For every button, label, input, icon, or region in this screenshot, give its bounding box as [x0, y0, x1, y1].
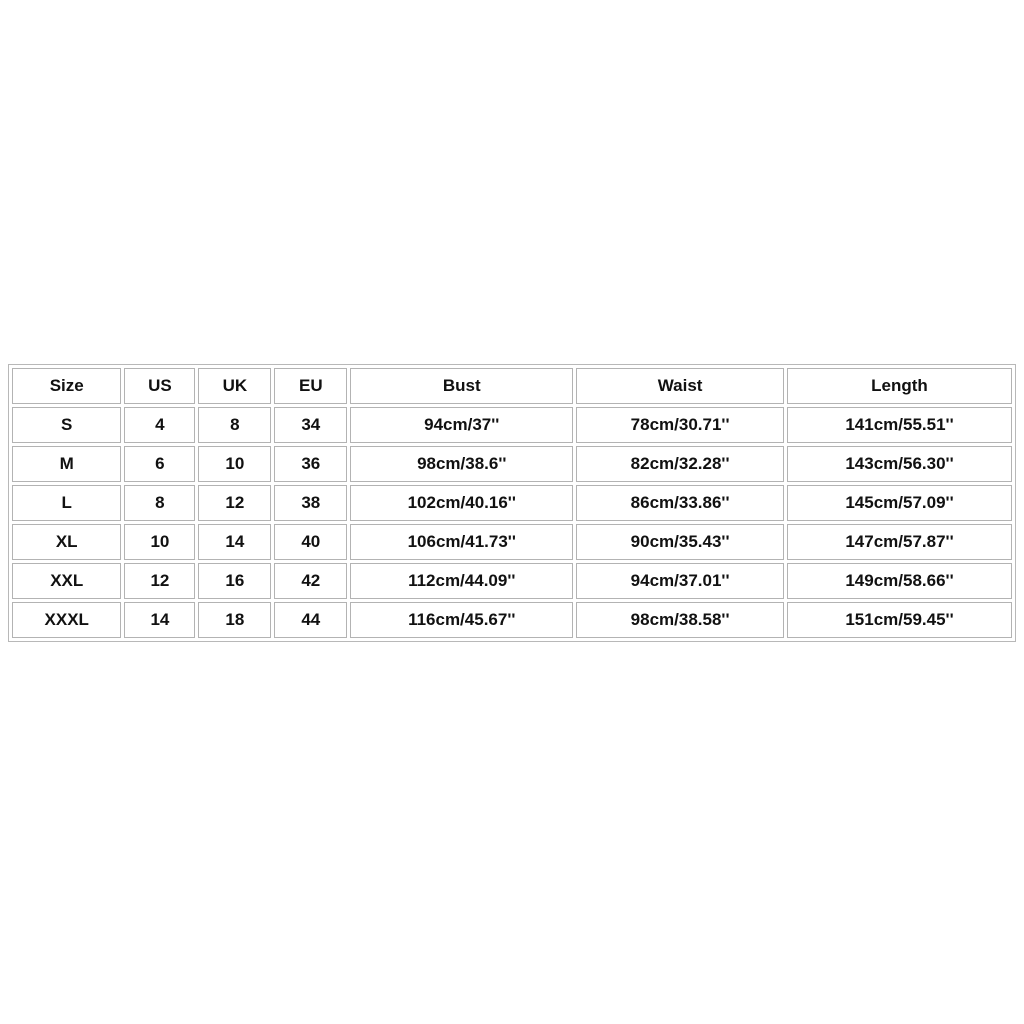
cell-length: 149cm/58.66''	[787, 563, 1012, 599]
cell-length: 151cm/59.45''	[787, 602, 1012, 638]
cell-length: 143cm/56.30''	[787, 446, 1012, 482]
header-eu: EU	[274, 368, 347, 404]
cell-uk: 14	[198, 524, 271, 560]
cell-size: S	[12, 407, 121, 443]
cell-uk: 12	[198, 485, 271, 521]
table-row	[12, 485, 1012, 521]
cell-waist: 82cm/32.28''	[576, 446, 784, 482]
cell-waist: 98cm/38.58''	[576, 602, 784, 638]
cell-us: 8	[124, 485, 195, 521]
header-uk: UK	[198, 368, 271, 404]
cell-uk: 16	[198, 563, 271, 599]
header-us: US	[124, 368, 195, 404]
cell-us: 14	[124, 602, 195, 638]
cell-uk: 10	[198, 446, 271, 482]
cell-bust: 116cm/45.67''	[350, 602, 573, 638]
cell-bust: 102cm/40.16''	[350, 485, 573, 521]
cell-waist: 90cm/35.43''	[576, 524, 784, 560]
header-size: Size	[12, 368, 121, 404]
cell-eu: 34	[274, 407, 347, 443]
cell-bust: 98cm/38.6''	[350, 446, 573, 482]
size-chart-table	[8, 364, 1016, 642]
table-row	[12, 446, 1012, 482]
header-length: Length	[787, 368, 1012, 404]
table-row	[12, 563, 1012, 599]
cell-waist: 78cm/30.71''	[576, 407, 784, 443]
cell-eu: 44	[274, 602, 347, 638]
cell-waist: 86cm/33.86''	[576, 485, 784, 521]
cell-size: L	[12, 485, 121, 521]
cell-eu: 36	[274, 446, 347, 482]
table-row	[12, 524, 1012, 560]
table-row	[12, 602, 1012, 638]
cell-eu: 38	[274, 485, 347, 521]
cell-size: XXXL	[12, 602, 121, 638]
cell-bust: 94cm/37''	[350, 407, 573, 443]
cell-size: XXL	[12, 563, 121, 599]
header-bust: Bust	[350, 368, 573, 404]
cell-us: 4	[124, 407, 195, 443]
cell-size: XL	[12, 524, 121, 560]
cell-length: 145cm/57.09''	[787, 485, 1012, 521]
cell-us: 10	[124, 524, 195, 560]
header-waist: Waist	[576, 368, 784, 404]
cell-length: 147cm/57.87''	[787, 524, 1012, 560]
cell-eu: 42	[274, 563, 347, 599]
table-row	[12, 407, 1012, 443]
cell-us: 6	[124, 446, 195, 482]
cell-size: M	[12, 446, 121, 482]
cell-bust: 112cm/44.09''	[350, 563, 573, 599]
cell-uk: 18	[198, 602, 271, 638]
cell-us: 12	[124, 563, 195, 599]
cell-eu: 40	[274, 524, 347, 560]
cell-uk: 8	[198, 407, 271, 443]
cell-waist: 94cm/37.01''	[576, 563, 784, 599]
cell-length: 141cm/55.51''	[787, 407, 1012, 443]
header-row	[12, 368, 1012, 404]
cell-bust: 106cm/41.73''	[350, 524, 573, 560]
